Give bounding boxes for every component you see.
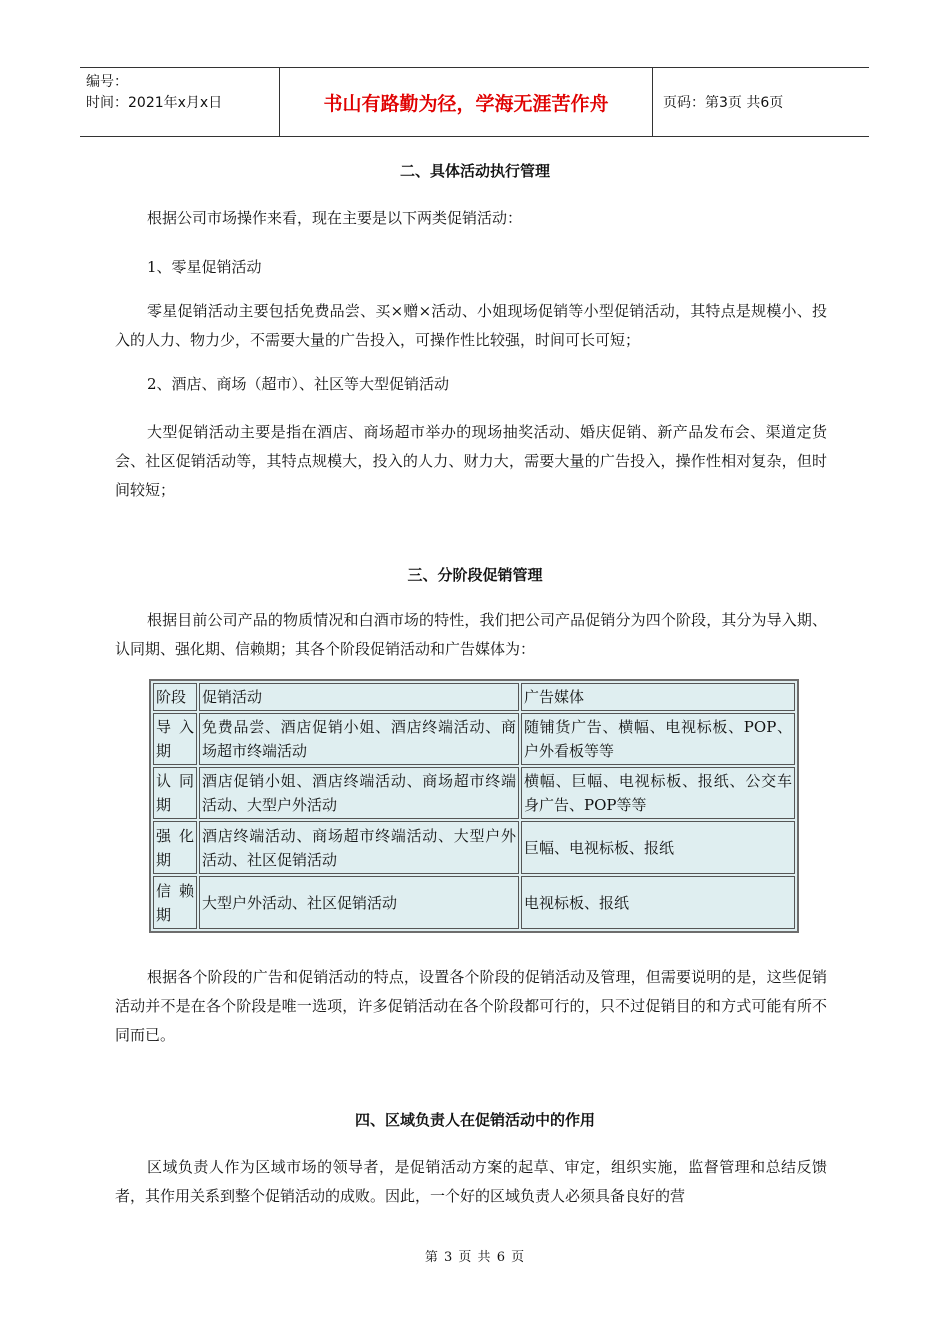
media-cell: 横幅、巨幅、电视标板、报纸、公交车身广告、POP等等 <box>521 767 795 819</box>
section2-item2-title: 2、酒店、商场（超市）、社区等大型促销活动 <box>147 375 450 393</box>
activity-cell: 大型户外活动、社区促销活动 <box>199 876 519 929</box>
header-motto: 书山有路勤为径，学海无涯苦作舟 <box>280 68 653 136</box>
table-row <box>153 876 795 929</box>
table-header-cell: 促销活动 <box>199 683 519 711</box>
stage-cell: 信赖期 <box>153 876 197 929</box>
table-row <box>153 767 795 819</box>
section3-intro: 根据目前公司产品的物质情况和白酒市场的特性，我们把公司产品促销分为四个阶段，其分为导入期、认同期、强化期、信赖期；其各个阶段促销活动和广告媒体为： <box>115 611 827 658</box>
media-cell: 巨幅、电视标板、报纸 <box>521 821 795 874</box>
section2-item1-title: 1、零星促销活动 <box>147 258 262 276</box>
activity-cell: 酒店促销小姐、酒店终端活动、商场超市终端活动、大型户外活动 <box>199 767 519 819</box>
page-footer: 第 3 页 共 6 页 <box>424 1250 526 1265</box>
date-line: 时间：2021年x月x日 <box>86 95 223 111</box>
stage-cell: 认同期 <box>153 767 197 819</box>
header-page-info: 页码：第3页 共6页 <box>663 95 784 111</box>
table-header-row <box>153 683 795 711</box>
table-header-cell: 广告媒体 <box>521 683 795 711</box>
promotion-stage-table <box>149 679 799 933</box>
stage-cell: 导入期 <box>153 713 197 765</box>
activity-cell: 酒店终端活动、商场超市终端活动、大型户外活动、社区促销活动 <box>199 821 519 874</box>
stage-cell: 强化期 <box>153 821 197 874</box>
header-meta <box>80 68 280 136</box>
table-row <box>153 821 795 874</box>
number-label: 编号： <box>86 74 128 90</box>
media-cell: 电视标板、报纸 <box>521 876 795 929</box>
section2-item1-body: 零星促销活动主要包括免费品尝、买×赠×活动、小姐现场促销等小型促销活动，其特点是规模小、投入的人力、物力少，不需要大量的广告投入，可操作性比较强，时间可长可短； <box>115 302 827 349</box>
section3-title: 三、分阶段促销管理 <box>407 566 543 584</box>
media-cell: 随铺货广告、横幅、电视标板、POP、户外看板等等 <box>521 713 795 765</box>
table-row <box>153 713 795 765</box>
section4-title: 四、区域负责人在促销活动中的作用 <box>354 1111 595 1129</box>
section2-title: 二、具体活动执行管理 <box>399 162 550 180</box>
section2-item2-body: 大型促销活动主要是指在酒店、商场超市举办的现场抽奖活动、婚庆促销、新产品发布会、渠道定货会、社区促销活动等，其特点规模大，投入的人力、财力大，需要大量的广告投入，操作性相对复杂，但时间较短； <box>115 423 827 499</box>
document-header <box>80 67 869 137</box>
section3-after: 根据各个阶段的广告和促销活动的特点，设置各个阶段的促销活动及管理，但需要说明的是，这些促销活动并不是在各个阶段是唯一选项，许多促销活动在各个阶段都可行的，只不过促销目的和方式可能有所不同而已。 <box>115 968 827 1044</box>
activity-cell: 免费品尝、酒店促销小姐、酒店终端活动、商场超市终端活动 <box>199 713 519 765</box>
section2-intro: 根据公司市场操作来看，现在主要是以下两类促销活动： <box>147 209 523 227</box>
section4-body: 区域负责人作为区域市场的领导者，是促销活动方案的起草、审定，组织实施，监督管理和总结反馈者，其作用关系到整个促销活动的成败。因此，一个好的区域负责人必须具备良好的营 <box>115 1158 827 1205</box>
table-header-cell: 阶段 <box>153 683 197 711</box>
